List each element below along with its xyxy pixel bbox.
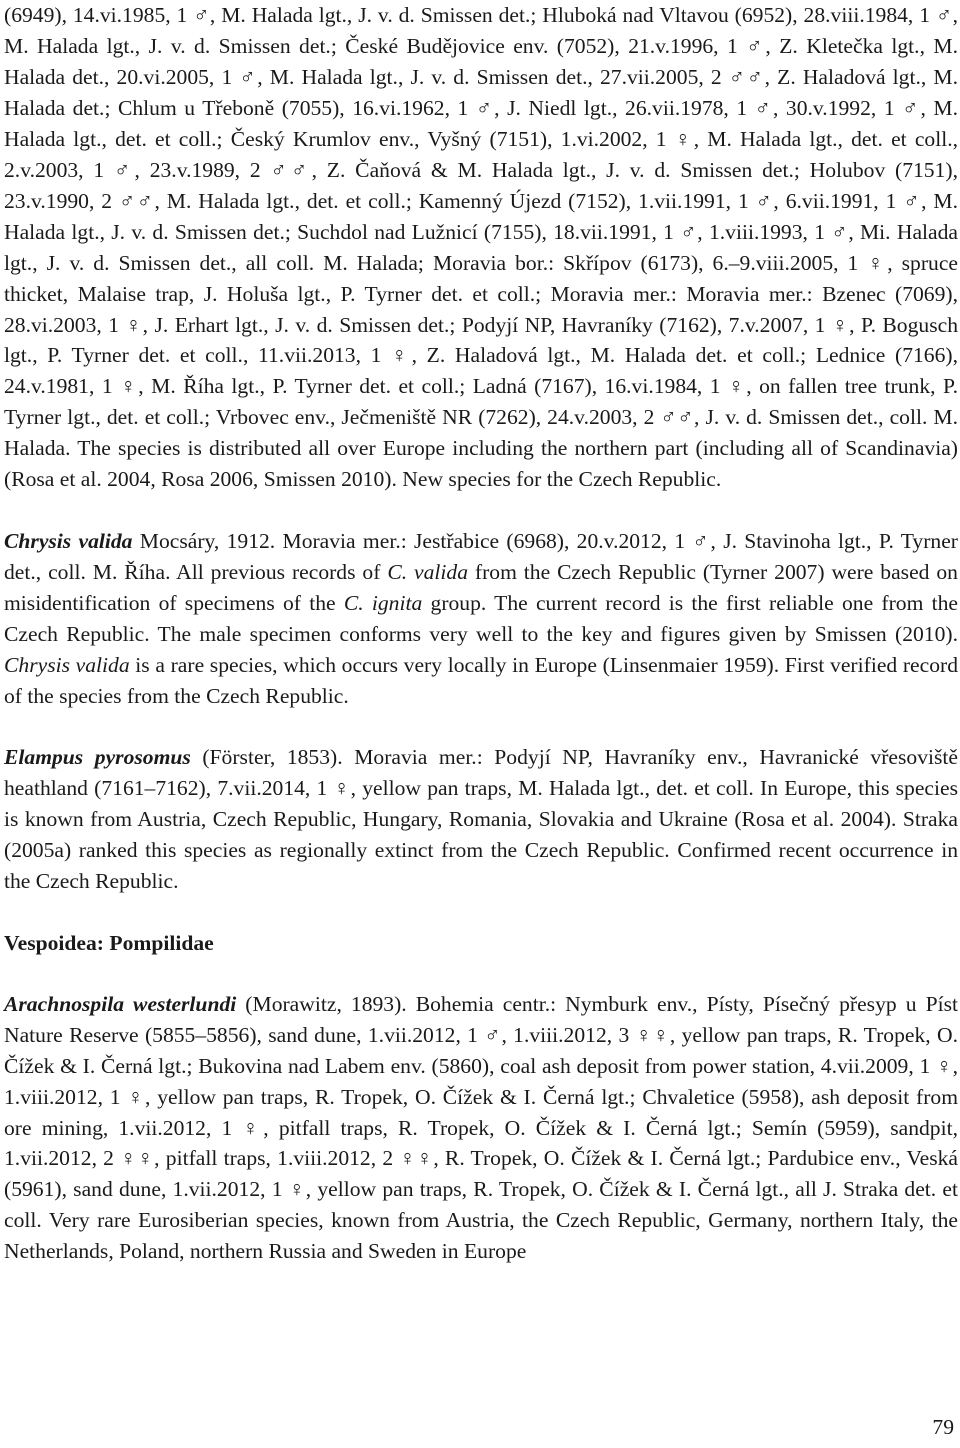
text-run: Mocsáry, 1912. Moravia mer.: Jestřabice (6968), 20.v.2012, 1 ♂, J. Stavinoha lgt., P. Tyrner det., coll. M. Říha. All previous records of bbox=[4, 529, 958, 585]
species-name: Elampus pyrosomus bbox=[4, 744, 191, 769]
paragraph-chrysis-valida bbox=[4, 526, 958, 712]
text-run: (Morawitz, 1893). Bohemia centr.: Nymburk env., Písty, Písečný přesyp u Píst Nature Reserve (5855–5856), sand dune, 1.vii.2012, 1 ♂, 1.viii.2012, 3 ♀♀, yellow pan traps, R. Tropek, O. Čížek & I. Černá lgt.; Bukovina nad Labem env. (5860), coal ash deposit from power station, 4.vii.2009, 1 ♀, 1.viii.2012, 1 ♀, yellow pan traps, R. Tropek, O. Čížek & I. Černá lgt.; Chvaletice (5958), ash deposit from ore mining, 1.vii.2012, 1 ♀, pitfall traps, R. Tropek, O. Čížek & I. Černá lgt.; Semín (5959), sandpit, 1.vii.2012, 2 ♀♀, pitfall traps, 1.viii.2012, 2 ♀♀, R. Tropek, O. Čížek & I. Černá lgt.; Pardubice env., Veská (5961), sand dune, 1.vii.2012, 1 ♀, yellow pan traps, R. Tropek, O. Čížek & I. Černá lgt., all J. Straka det. et coll. Very rare Eurosiberian species, known from Austria, the Czech Republic, Germany, northern Italy, the Netherlands, Poland, northern Russia and Sweden in Europe bbox=[4, 991, 958, 1264]
page-body bbox=[4, 0, 958, 1267]
paragraph-arachnospila-westerlundi bbox=[4, 989, 958, 1268]
paragraph-elampus-pyrosomus bbox=[4, 742, 958, 897]
section-heading: Vespoidea: Pompilidae bbox=[4, 930, 214, 955]
italic-taxon: C. valida bbox=[387, 560, 468, 585]
text-run: from the Czech Republic (Tyrner 2007) were based on misidentification of specimens of the bbox=[4, 560, 958, 616]
italic-taxon: C. ignita bbox=[343, 591, 423, 616]
species-name: Chrysis valida bbox=[4, 529, 133, 554]
page-number: 79 bbox=[932, 1415, 954, 1439]
text-run: (Förster, 1853). Moravia mer.: Podyjí NP, Havraníky env., Havranické vřesoviště heathland (7161–7162), 7.vii.2014, 1 ♀, yellow pan traps, M. Halada lgt., det. et coll. In Europe, this species is known from Austria, Czech Republic, Hungary, Romania, Slovakia and Ukraine (Rosa et al. 2004). Straka (2005a) ranked this species as regionally extinct from the Czech Republic. Confirmed recent occurrence in the Czech Republic. bbox=[4, 744, 958, 893]
italic-taxon: Chrysis valida bbox=[4, 653, 130, 678]
text-run: group. The current record is the first reliable one from the Czech Republic. The male specimen conforms very well to the key and figures given by Smissen (2010). bbox=[4, 591, 959, 647]
paragraph-records-continued: (6949), 14.vi.1985, 1 ♂, M. Halada lgt., J. v. d. Smissen det.; Hluboká nad Vltavou (6952), 28.viii.1984, 1 ♂, M. Halada lgt., J. v. d. Smissen det.; České Budějovice env. (7052), 21.v.1996, 1 ♂, Z. Kletečka lgt., M. Halada det., 20.vi.2005, 1 ♂, M. Halada lgt., J. v. d. Smissen det., 27.vii.2005, 2 ♂♂, Z. Haladová lgt., M. Halada det.; Chlum u Třeboně (7055), 16.vi.1962, 1 ♂, J. Niedl lgt., 26.vii.1978, 1 ♂, 30.v.1992, 1 ♂, M. Halada lgt., det. et coll.; Český Krumlov env., Vyšný (7151), 1.vi.2002, 1 ♀, M. Halada lgt., det. et coll., 2.v.2003, 1 ♂, 23.v.1989, 2 ♂♂, Z. Čaňová & M. Halada lgt., J. v. d. Smissen det.; Holubov (7151), 23.v.1990, 2 ♂♂, M. Halada lgt., det. et coll.; Kamenný Újezd (7152), 1.vii.1991, 1 ♂, 6.vii.1991, 1 ♂, M. Halada lgt., J. v. d. Smissen det.; Suchdol nad Lužnicí (7155), 18.vii.1991, 1 ♂, 1.viii.1993, 1 ♂, Mi. Halada lgt., J. v. d. Smissen det., all coll. M. Halada; Moravia bor.: Skřípov (6173), 6.–9.viii.2005, 1 ♀, spruce thicket, Malaise trap, J. Holuša lgt., P. Tyrner det. et coll.; Moravia mer.: Moravia mer.: Bzenec (7069), 28.vi.2003, 1 ♀, J. Erhart lgt., J. v. d. Smissen det.; Podyjí NP, Havraníky (7162), 7.v.2007, 1 ♀, P. Bogusch lgt., P. Tyrner det. et coll., 11.vii.2013, 1 ♀, Z. Haladová lgt., M. Halada det. et coll.; Lednice (7166), 24.v.1981, 1 ♀, M. Říha lgt., P. Tyrner det. et coll.; Ladná (7167), 16.vi.1984, 1 ♀, on fallen tree trunk, P. Tyrner lgt., det. et coll.; Vrbovec env., Ječmeniště NR (7262), 24.v.2003, 2 ♂♂, J. v. d. Smissen det., coll. M. Halada. The species is distributed all over Europe including the northern part (including all of Scandinavia) (Rosa et al. 2004, Rosa 2006, Smissen 2010). New species for the Czech Republic. bbox=[4, 3, 958, 492]
species-name: Arachnospila westerlundi bbox=[4, 991, 237, 1016]
text-run: is a rare species, which occurs very locally in Europe (Linsenmaier 1959). First verified record of the species from the Czech Republic. bbox=[4, 653, 959, 709]
